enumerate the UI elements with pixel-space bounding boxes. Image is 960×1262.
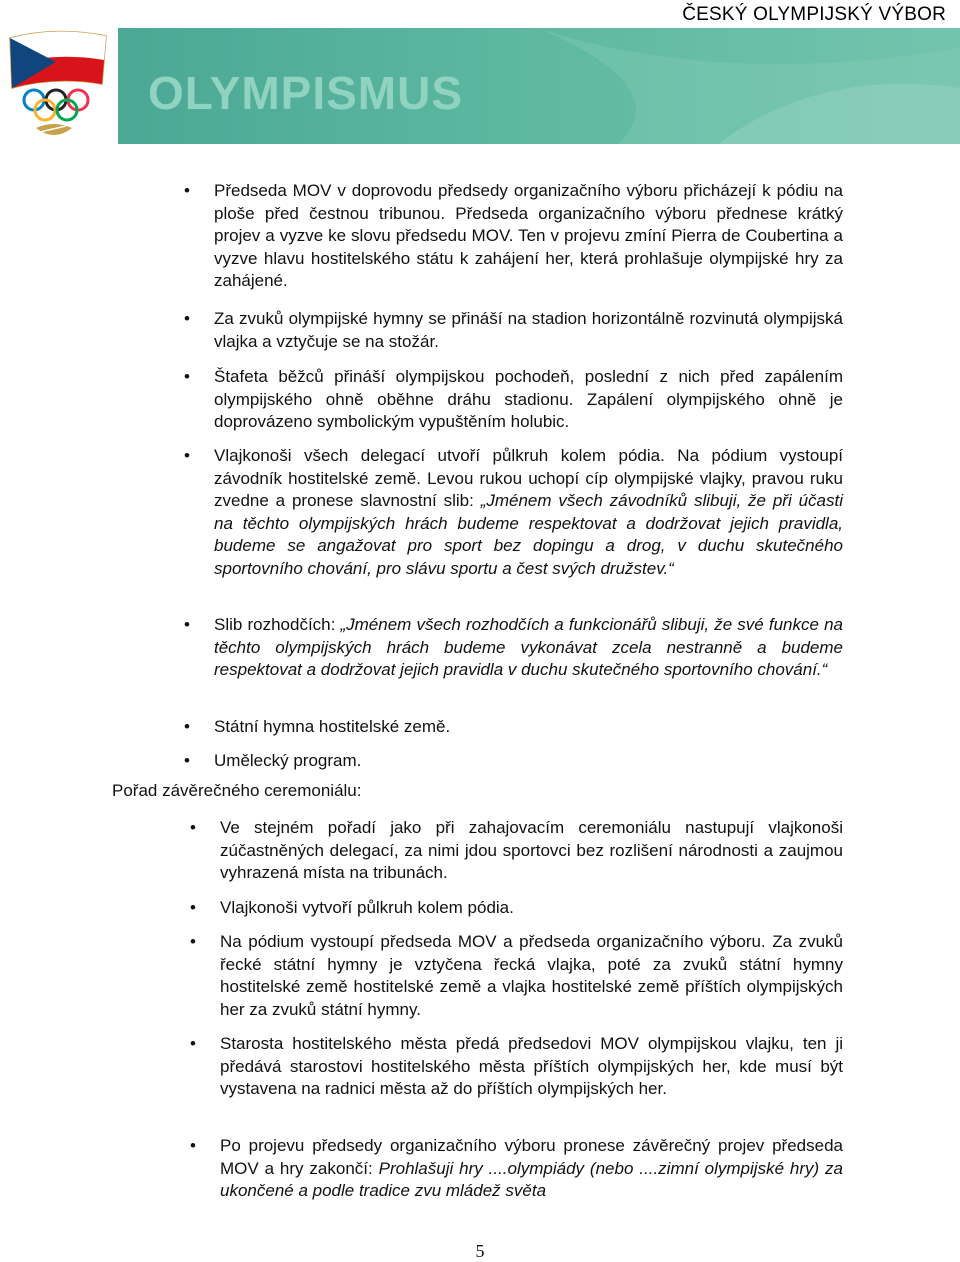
organization-title: ČESKÝ OLYMPIJSKÝ VÝBOR (682, 4, 946, 25)
item-text: Vlajkonoši všech delegací utvoří půlkruh kolem pódia. Na pódium vystoupí závodník hostitelské země. Levou rukou uchopí cíp olympijské vlajky, pravou ruku zvedne a pronese slavnostní slib: (214, 446, 843, 511)
list-item (184, 366, 843, 434)
banner-title: OLYMPISMUS (148, 67, 464, 119)
closing-declaration: Prohlašuji hry ....olympiády (nebo ....zimní olympijské hry) za ukončené a podle tradice zvu mládež světa (220, 1158, 844, 1201)
item-text: Za zvuků olympijské hymny se přináší na stadion horizontálně rozvinutá olympijská vlajka a vztyčuje se na stožár. (214, 309, 843, 351)
bullet: • (184, 446, 190, 465)
bullet: • (190, 898, 196, 917)
page-number: 5 (475, 1241, 485, 1261)
list-item (184, 445, 843, 581)
list-item (184, 716, 843, 739)
bullet: • (184, 717, 190, 736)
item-text: Státní hymna hostitelské země. (214, 717, 451, 736)
banner (118, 28, 960, 144)
coc-logo (6, 28, 118, 144)
item-text: Umělecký program. (214, 751, 362, 770)
bullet: • (184, 751, 190, 770)
item-text: Ve stejném pořadí jako při zahajovacím ceremoniálu nastupují vlajkonoši zúčastněných delegací, za nimi jdou sportovci bez rozlišení národnosti a zaujmou vyhrazená místa na tribunách. (220, 818, 843, 883)
item-text: Starosta hostitelského města předá předsedovi MOV olympijskou vlajku, ten ji předává starostovi hostitelského města příštích olympijských her, kde musí být vystavena na radnici města až do příštích olympijských her. (220, 1034, 843, 1099)
bullet: • (190, 1136, 196, 1155)
bullet: • (184, 181, 190, 200)
list-item (190, 1135, 844, 1203)
athlete-oath: „Jménem všech závodníků slibuji, že při účasti na těchto olympijských hrách budeme respektovat a dodržovat jejich pravidla, budeme se angažovat pro sport bez dopingu a drog, v duchu skutečného sportovního chování, pro slávu sportu a čest svých družstev.“ (214, 491, 843, 578)
judges-oath: „Jménem všech rozhodčích a funkcionářů slibuji, že své funkce na těchto olympijských hrách budeme vykonávat zcela nestranně a budeme respektovat a dodržovat jejich pravidla v duchu skutečného sportovního chování.“ (214, 615, 843, 680)
item-text: Štafeta běžců přináší olympijskou pochodeň, poslední z nich před zapálením olympijského ohně oběhne dráhu stadionu. Zapálení olympijského ohně je doprovázeno symbolickým vypuštěním holubic. (214, 367, 843, 432)
item-text: Slib rozhodčích: (214, 615, 341, 634)
item-text: Po projevu předsedy organizačního výboru pronese závěrečný projev předseda MOV a hry zakončí: (220, 1136, 843, 1178)
bullet: • (184, 615, 190, 634)
item-text: Na pódium vystoupí předseda MOV a předseda organizačního výboru. Za zvuků řecké státní hymny je vztyčena řecká vlajka, poté za zvuků státní hymny hostitelské země hostitelské země a vlajka hostitelské země příštích olympijských her za zvuků státní hymny. (220, 932, 843, 1019)
list-item (184, 180, 843, 293)
list-item (184, 308, 843, 353)
list-item (184, 614, 843, 682)
bullet: • (190, 818, 196, 837)
bullet: • (184, 309, 190, 328)
bullet: • (190, 1034, 196, 1053)
item-text: Předseda MOV v doprovodu předsedy organizačního výboru přicházejí k pódiu na ploše před čestnou tribunou. Předseda organizačního výboru přednese krátký projev a vyzve ke slovu předsedu MOV. Ten v projevu zmíní Pierra de Coubertina a vyzve hlavu hostitelského státu k zahájení her, která prohlašuje olympijské hry za zahájené. (214, 181, 843, 291)
list-item (190, 931, 843, 1021)
bullet: • (184, 367, 190, 386)
list-item (190, 897, 843, 920)
bullet: • (190, 932, 196, 951)
list-item (190, 817, 843, 885)
item-text: Vlajkonoši vytvoří půlkruh kolem pódia. (220, 898, 514, 917)
closing-ceremony-heading: Pořad závěrečného ceremoniálu: (112, 781, 362, 800)
list-item (190, 1033, 843, 1101)
list-item (184, 750, 843, 773)
